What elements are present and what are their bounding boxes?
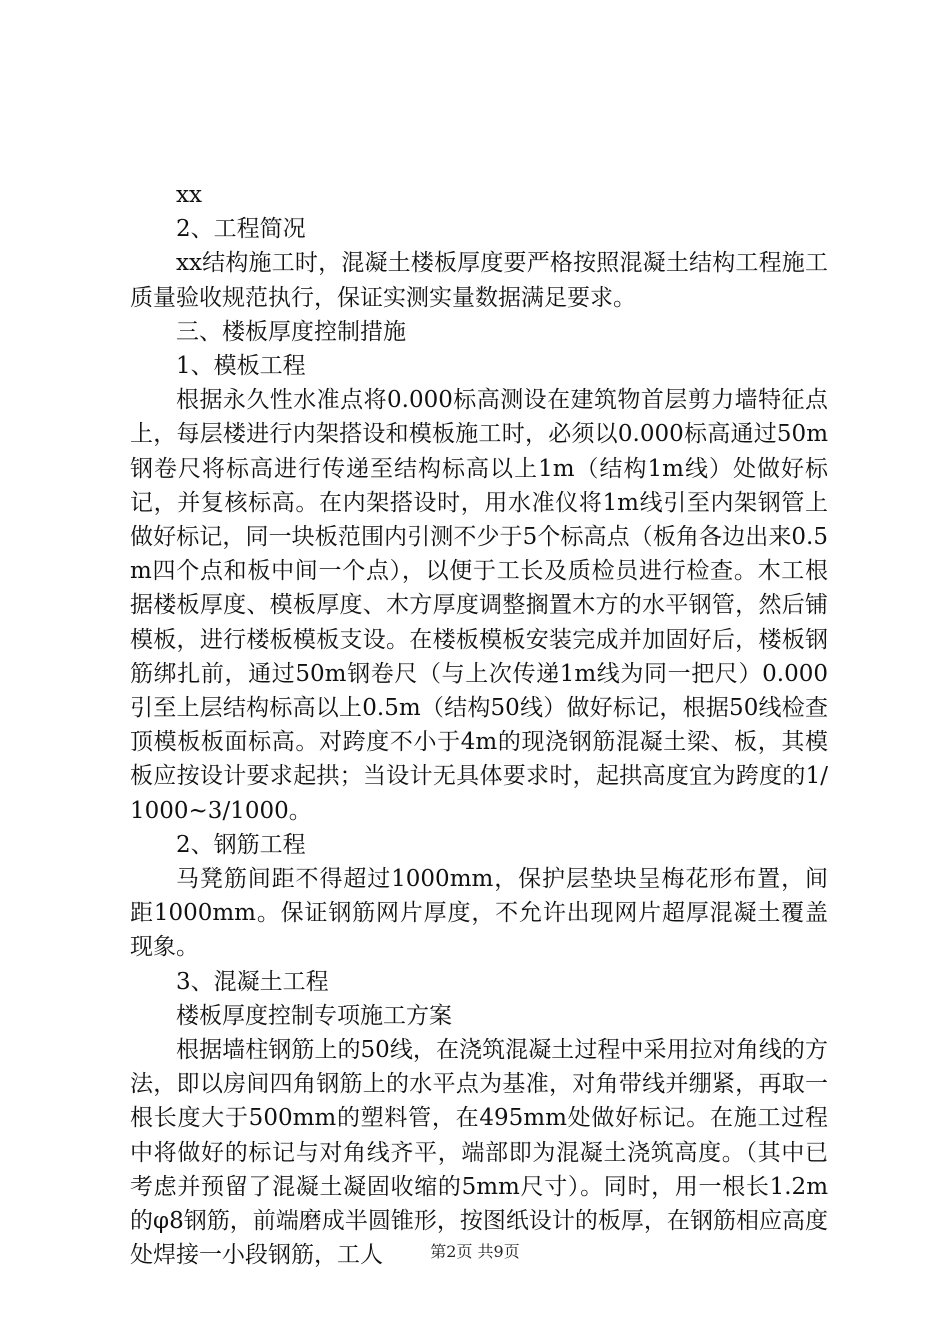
paragraph-concrete-text: 根据墙柱钢筋上的50线，在浇筑混凝土过程中采用拉对角线的方法，即以房间四角钢筋上的水平点为基准，对角带线并绷紧，再取一根长度大于500mm的塑料管，在495mm处做好标记。在施工过程中将做好的标记与对角线齐平，端部即为混凝土浇筑高度。（其中已考虑并预留了混凝土凝固收缩的5mm尺寸）。同时，用一根长1.2m的φ8钢筋，前端磨成半圆锥形，按图纸设计的板厚，在钢筋相应高度处焊接一小段钢筋，工人 xyxy=(130,1037,828,1269)
page-footer: 第2页 共9页 xyxy=(430,1242,520,1261)
document-title-line: 楼板厚度控制专项施工方案 xyxy=(176,1002,452,1029)
heading-concrete: 3、混凝土工程 xyxy=(176,968,329,995)
paragraph-rebar-text: 马凳筋间距不得超过1000mm，保护层垫块呈梅花形布置，间距1000mm。保证钢筋网片厚度，不允许出现网片超厚混凝土覆盖现象。 xyxy=(130,866,828,961)
paragraph-overview-text: xx结构施工时，混凝土楼板厚度要严格按照混凝土结构工程施工质量验收规范执行，保证实测实量数据满足要求。 xyxy=(130,250,828,311)
heading-rebar: 2、钢筋工程 xyxy=(176,831,306,858)
paragraph-formwork-text: 根据永久性水准点将0.000标高测设在建筑物首层剪力墙特征点上，每层楼进行内架搭设和模板施工时，必须以0.000标高通过50m钢卷尺将标高进行传递至结构标高以上1m（结构1m线）处做好标记，并复核标高。在内架搭设时，用水准仪将1m线引至内架钢管上做好标记，同一块板范围内引测不少于5个标高点（板角各边出来0.5m四个点和板中间一个点），以便于工长及质检员进行检查。木工根据楼板厚度、模板厚度、木方厚度调整搁置木方的水平钢管，然后铺模板，进行楼板模板支设。在楼板模板安装完成并加固好后，楼板钢筋绑扎前，通过50m钢卷尺（与上次传递1m线为同一把尺）0.000引至上层结构标高以上0.5m（结构50线）做好标记，根据50线检查顶模板板面标高。对跨度不小于4m的现浇钢筋混凝土梁、板，其模板应按设计要求起拱；当设计无具体要求时，起拱高度宜为跨度的1/1000~3/1000。 xyxy=(130,387,828,824)
paragraph-xx: xx xyxy=(176,182,202,208)
heading-formwork: 1、模板工程 xyxy=(176,353,306,380)
document-body xyxy=(130,178,828,1273)
heading-project-overview: 2、工程简况 xyxy=(176,216,306,243)
heading-control-measures: 三、楼板厚度控制措施 xyxy=(176,318,406,345)
